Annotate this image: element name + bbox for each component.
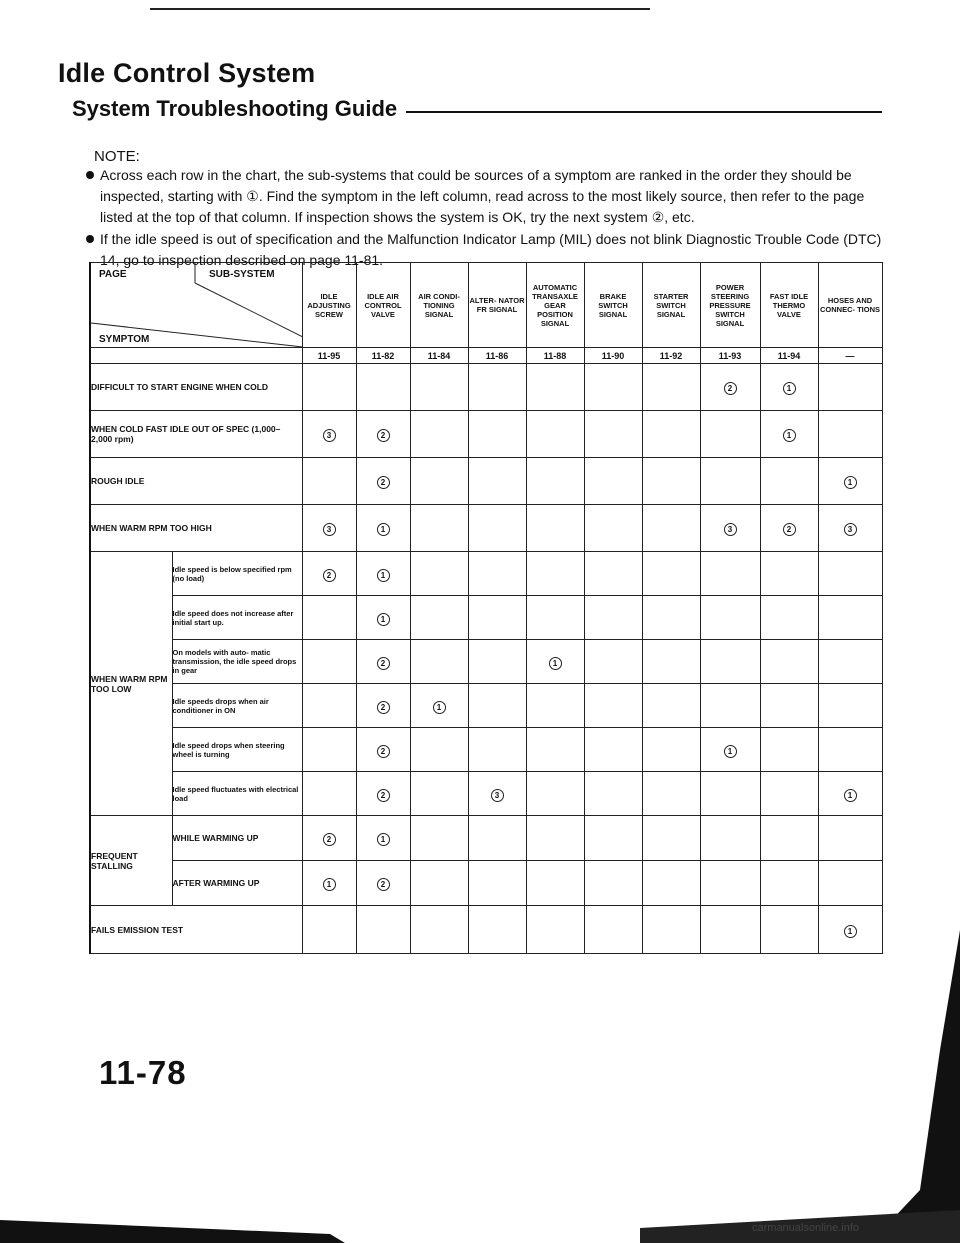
page-ref: 11-90: [584, 348, 642, 364]
rank-mark: 1: [844, 789, 857, 802]
rank-mark: 2: [377, 745, 390, 758]
symptom-label: ROUGH IDLE: [90, 458, 302, 505]
rank-mark: 2: [377, 657, 390, 670]
notes: [86, 164, 886, 271]
col-header-idle-adjusting-screw: IDLE ADJUSTING SCREW: [302, 263, 356, 348]
page-ref: —: [818, 348, 882, 364]
symptom-group-label: WHEN WARM RPM TOO LOW: [90, 552, 172, 816]
col-header-air-conditioning-signal: AIR CONDI- TIONING SIGNAL: [410, 263, 468, 348]
corner-page-label: PAGE: [99, 269, 127, 280]
table-row: [90, 684, 882, 728]
col-header-fast-idle-thermo-valve: FAST IDLE THERMO VALVE: [760, 263, 818, 348]
table-row: [90, 411, 882, 458]
rank-mark: 2: [377, 429, 390, 442]
table-row: [90, 861, 882, 906]
condition-label: WHILE WARMING UP: [172, 816, 302, 861]
watermark: carmanualsonline.info: [752, 1222, 860, 1234]
rank-mark: 1: [377, 523, 390, 536]
symptom-label: WHEN WARM RPM TOO HIGH: [90, 505, 302, 552]
condition-label: AFTER WARMING UP: [172, 861, 302, 906]
col-header-ps-pressure-switch-signal: POWER STEERING PRESSURE SWITCH SIGNAL: [700, 263, 760, 348]
symptom-label: FAILS EMISSION TEST: [90, 906, 302, 954]
rank-mark: 2: [783, 523, 796, 536]
top-rule: [150, 8, 650, 10]
page-ref: 11-88: [526, 348, 584, 364]
rank-mark: 2: [724, 382, 737, 395]
rank-mark: 3: [323, 429, 336, 442]
subtitle-rule: [406, 111, 882, 113]
col-header-at-gear-position-signal: AUTOMATIC TRANSAXLE GEAR POSITION SIGNAL: [526, 263, 584, 348]
rank-mark: 2: [377, 878, 390, 891]
section-subtitle: System Troubleshooting Guide: [72, 96, 398, 121]
table-row: [90, 906, 882, 954]
rank-mark: 1: [724, 745, 737, 758]
note-label: NOTE:: [94, 148, 140, 165]
col-header-starter-switch-signal: STARTER SWITCH SIGNAL: [642, 263, 700, 348]
condition-label: Idle speed fluctuates with electrical load: [172, 772, 302, 816]
rank-mark: 2: [377, 701, 390, 714]
page-ref: 11-82: [356, 348, 410, 364]
rank-mark: 2: [377, 476, 390, 489]
rank-mark: 2: [377, 789, 390, 802]
table-row: [90, 640, 882, 684]
table-row: [90, 772, 882, 816]
page-ref: 11-93: [700, 348, 760, 364]
rank-mark: 1: [783, 382, 796, 395]
note-bullet-2: If the idle speed is out of specification and the Malfunction Indicator Lamp (MIL) does not blink Diagnostic Trouble Code (DTC) 14, go to inspection described on page 11-81.: [86, 229, 886, 271]
rank-mark: 2: [323, 833, 336, 846]
rank-mark: 3: [323, 523, 336, 536]
page-title: Idle Control System: [58, 58, 316, 88]
rank-mark: 3: [491, 789, 504, 802]
page-number: 11-78: [99, 1054, 187, 1091]
col-header-hoses-and-connections: HOSES AND CONNEC- TIONS: [818, 263, 882, 348]
page-ref: 11-92: [642, 348, 700, 364]
page-ref: 11-84: [410, 348, 468, 364]
table-row: [90, 458, 882, 505]
rank-mark: 1: [377, 569, 390, 582]
condition-label: Idle speeds drops when air conditioner in ON: [172, 684, 302, 728]
table-row: [90, 505, 882, 552]
corner-subsystem-label: SUB-SYSTEM: [209, 269, 275, 280]
page-ref: 11-95: [302, 348, 356, 364]
rank-mark: 1: [844, 476, 857, 489]
rank-mark: 1: [323, 878, 336, 891]
rank-mark: 2: [323, 569, 336, 582]
page-ref: 11-86: [468, 348, 526, 364]
page-ref: 11-94: [760, 348, 818, 364]
table-corner: [90, 263, 302, 348]
table-row: [90, 364, 882, 411]
condition-label: Idle speed drops when steering wheel is turning: [172, 728, 302, 772]
table-row: [90, 552, 882, 596]
rank-mark: 1: [844, 925, 857, 938]
table-row: [90, 816, 882, 861]
col-header-alternator-fr-signal: ALTER- NATOR FR SIGNAL: [468, 263, 526, 348]
rank-mark: 1: [377, 833, 390, 846]
rank-mark: 1: [377, 613, 390, 626]
page-row-spacer: [90, 348, 302, 364]
rank-mark: 1: [549, 657, 562, 670]
binding-shadow: [860, 930, 960, 1243]
corner-symptom-label: SYMPTOM: [99, 334, 150, 345]
rank-mark: 3: [724, 523, 737, 536]
col-header-brake-switch-signal: BRAKE SWITCH SIGNAL: [584, 263, 642, 348]
note-bullet-1: Across each row in the chart, the sub-systems that could be sources of a symptom are ranked in the order they should be inspected, starting with ①. Find the symptom in the left column, read across to the most likely source, then refer to the page listed at the top of that column. If inspection shows the system is OK, try the next system ②, etc.: [86, 165, 886, 228]
troubleshooting-table: [89, 262, 883, 954]
rank-mark: 3: [844, 523, 857, 536]
condition-label: Idle speed is below specified rpm (no load): [172, 552, 302, 596]
rank-mark: 1: [433, 701, 446, 714]
table-row: [90, 596, 882, 640]
col-header-idle-air-control-valve: IDLE AIR CONTROL VALVE: [356, 263, 410, 348]
condition-label: On models with auto- matic transmission, the idle speed drops in gear: [172, 640, 302, 684]
rank-mark: 1: [783, 429, 796, 442]
table-row: [90, 728, 882, 772]
symptom-group-label: FREQUENT STALLING: [90, 816, 172, 906]
symptom-label: WHEN COLD FAST IDLE OUT OF SPEC (1,000–2,000 rpm): [90, 411, 302, 458]
symptom-label: DIFFICULT TO START ENGINE WHEN COLD: [90, 364, 302, 411]
condition-label: Idle speed does not increase after initial start up.: [172, 596, 302, 640]
